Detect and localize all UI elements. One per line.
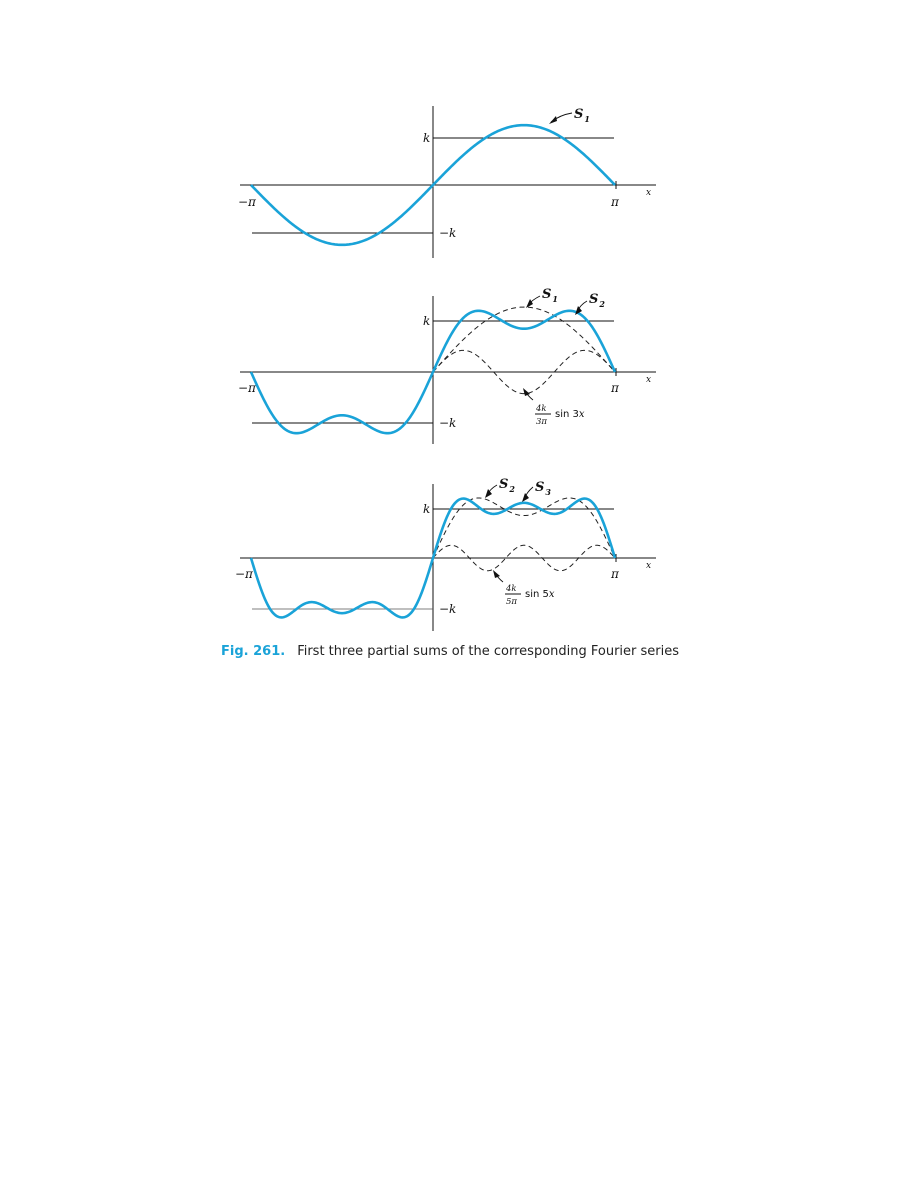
panel-1-pi-label: π: [611, 195, 619, 209]
panel-2-sin3x-term: sin 3x: [555, 409, 585, 420]
panel-2-S1-label: $S_1$: [542, 287, 558, 304]
panel-3-S3-label: $S_3$: [535, 480, 551, 497]
panel-3-S2-callout: [485, 477, 515, 498]
panel-2-x-label: x: [646, 375, 652, 385]
panel-3-S2-label: $S_2$: [499, 477, 515, 494]
panel-2-S2-label: $S_2$: [589, 292, 605, 309]
panel-2-k-label: k: [423, 314, 431, 328]
figure-caption: [221, 644, 679, 659]
panel-3-S3-callout: [522, 480, 551, 502]
figure-caption-text: First three partial sums of the corresponding Fourier series: [297, 644, 680, 659]
panel-3: [235, 477, 656, 631]
panel-3-sin5x-term: sin 5x: [525, 589, 555, 600]
panel-1-k-label: k: [423, 131, 431, 145]
panel-3-S2-arrowhead: [485, 489, 492, 498]
panel-3-sin5x-denominator: 5π: [506, 597, 517, 607]
panel-1-S1-arrowhead: [549, 116, 557, 124]
panel-2-S1-arrowhead: [526, 299, 533, 308]
panel-1-minus-k-label: −k: [439, 226, 457, 240]
panel-3-pi-label: π: [611, 567, 619, 581]
panel-2-sin3x-callout: [523, 388, 585, 427]
panel-3-minus-k-label: −k: [439, 602, 457, 616]
panel-3-minus-pi-label: −π: [235, 567, 253, 581]
panel-2-minus-pi-label: −π: [238, 381, 256, 395]
panel-2: [238, 287, 656, 444]
panel-2-S1-callout: [526, 287, 558, 308]
panel-2-pi-label: π: [611, 381, 619, 395]
panel-3-sin5x-callout: [493, 570, 555, 607]
panel-2-S2-callout: [575, 292, 605, 315]
panel-3-x-label: x: [646, 561, 652, 571]
panel-3-sin5x-arrowhead: [493, 570, 500, 578]
panel-1-S1-callout: [549, 107, 590, 124]
panel-3-k-label: k: [423, 502, 431, 516]
panel-2-sin3x-arrowhead: [523, 388, 530, 396]
panel-1-minus-pi-label: −π: [238, 195, 256, 209]
panel-1-x-label: x: [646, 188, 652, 198]
figure-number: Fig. 261.: [221, 644, 286, 659]
panel-3-sin5x-numerator: 4k: [506, 584, 517, 594]
panel-1-S1-label: $S_1$: [574, 107, 590, 124]
panel-2-sin3x-numerator: 4k: [536, 404, 547, 414]
panel-3-S3-arrowhead: [522, 493, 529, 502]
panel-2-series-S1-dashed: [433, 307, 615, 372]
panel-2-minus-k-label: −k: [439, 416, 457, 430]
panel-2-sin3x-denominator: 3π: [536, 417, 547, 427]
panel-1: [238, 106, 656, 258]
